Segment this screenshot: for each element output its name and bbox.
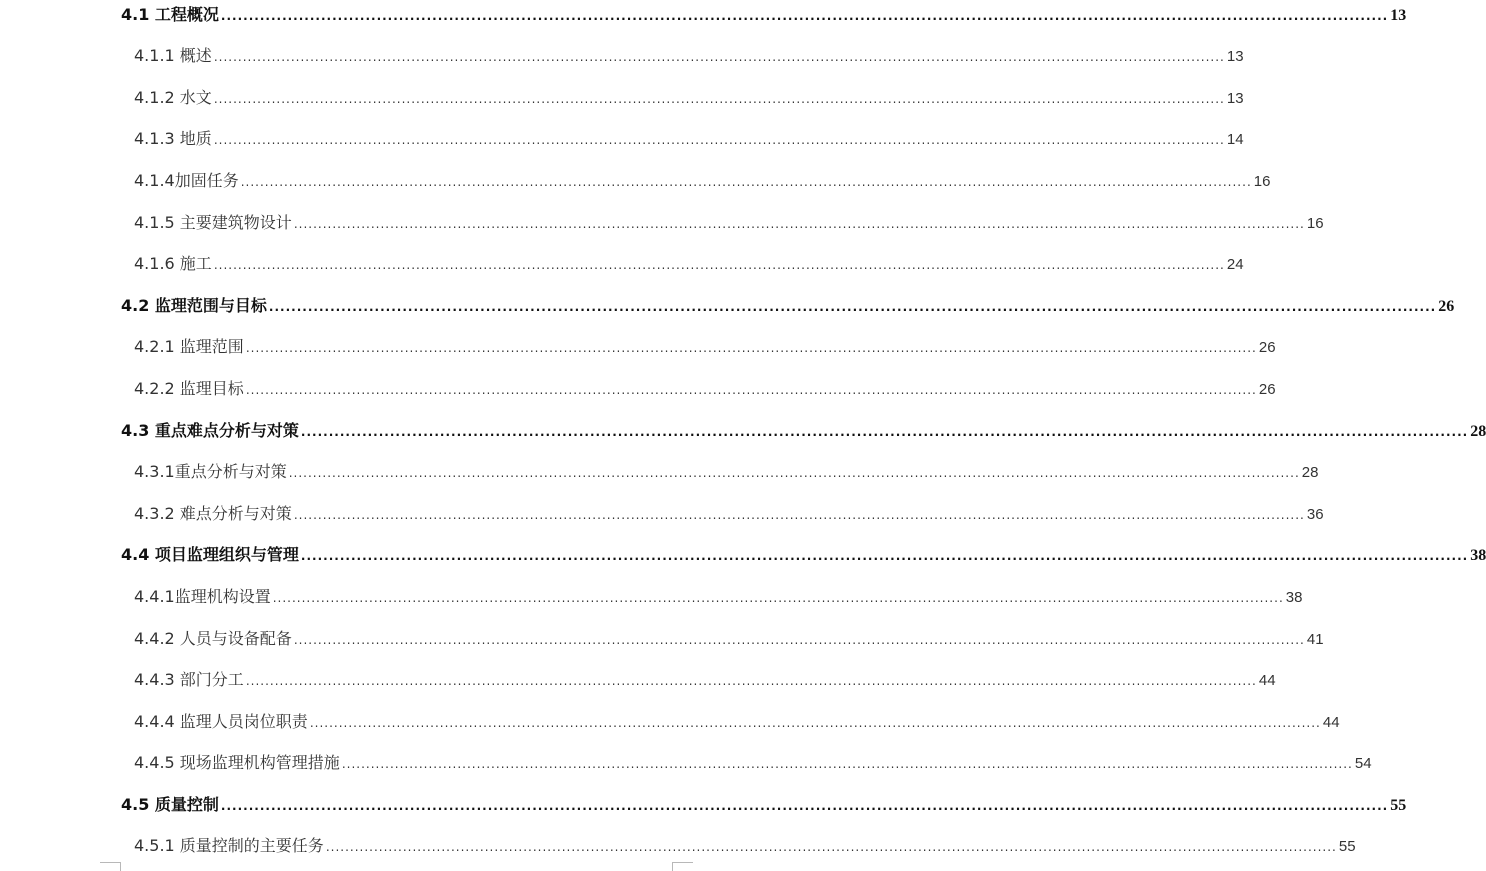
- toc-entry-title: 4.3.1重点分析与对策: [134, 462, 287, 481]
- toc-entry[interactable]: [134, 460, 1319, 484]
- toc-page-number: 28: [1470, 423, 1486, 440]
- toc-entry-title: 4.1.1 概述: [134, 46, 212, 65]
- toc-page-number: 44: [1258, 672, 1276, 689]
- toc-entry[interactable]: [121, 294, 1455, 318]
- toc-dot-leader: ..................................................................................................................................................................................................................: [220, 799, 1389, 813]
- toc-page-number: 54: [1354, 755, 1372, 772]
- toc-entry[interactable]: [134, 627, 1324, 651]
- toc-entry-title: 4.4.5 现场监理机构管理措施: [134, 753, 340, 772]
- toc-entry[interactable]: [134, 710, 1340, 734]
- toc-dot-leader: ..................................................................................................................................................................................................................: [240, 175, 1252, 189]
- toc-page-number: 44: [1322, 714, 1340, 731]
- toc-entry[interactable]: [134, 86, 1244, 110]
- toc-page-number: 24: [1226, 256, 1244, 273]
- page-corner-mark-left: [100, 862, 121, 871]
- toc-entry-title: 4.3.2 难点分析与对策: [134, 504, 292, 523]
- toc-page-number: 14: [1226, 131, 1244, 148]
- toc-page-number: 13: [1226, 48, 1244, 65]
- toc-dot-leader: ..................................................................................................................................................................................................................: [288, 466, 1300, 480]
- toc-entry-title: 4.1.6 施工: [134, 254, 212, 273]
- toc-page-number: 28: [1301, 464, 1319, 481]
- toc-entry-title: 4.4.2 人员与设备配备: [134, 629, 292, 648]
- toc-page-number: 16: [1253, 173, 1271, 190]
- toc-entry-title: 4.5.1 质量控制的主要任务: [134, 836, 324, 855]
- toc-entry[interactable]: [121, 793, 1407, 817]
- toc-entry-title: 4.4.3 部门分工: [134, 670, 244, 689]
- toc-entry-title: 4.2.1 监理范围: [134, 337, 244, 356]
- toc-entry-title: 4.5 质量控制: [121, 795, 219, 814]
- toc-dot-leader: ..................................................................................................................................................................................................................: [293, 217, 1305, 231]
- toc-entry[interactable]: [134, 127, 1244, 151]
- toc-dot-leader: ..................................................................................................................................................................................................................: [245, 383, 1257, 397]
- toc-entry-title: 4.4.1监理机构设置: [134, 587, 271, 606]
- page-corner-mark-right: [672, 862, 693, 871]
- toc-entry[interactable]: [134, 834, 1356, 858]
- toc-dot-leader: ..................................................................................................................................................................................................................: [293, 633, 1305, 647]
- toc-dot-leader: ..................................................................................................................................................................................................................: [341, 757, 1353, 771]
- toc-entry[interactable]: [134, 377, 1276, 401]
- toc-page-number: 55: [1338, 838, 1356, 855]
- toc-entry-title: 4.2 监理范围与目标: [121, 296, 267, 315]
- toc-dot-leader: ..................................................................................................................................................................................................................: [300, 549, 1469, 563]
- toc-entry[interactable]: [121, 543, 1486, 567]
- toc-dot-leader: ..................................................................................................................................................................................................................: [325, 840, 1337, 854]
- toc-dot-leader: ..................................................................................................................................................................................................................: [245, 341, 1257, 355]
- toc-entry-title: 4.1.2 水文: [134, 88, 212, 107]
- toc-dot-leader: ..................................................................................................................................................................................................................: [300, 425, 1469, 439]
- toc-dot-leader: ..................................................................................................................................................................................................................: [213, 50, 1225, 64]
- toc-entry[interactable]: [134, 335, 1276, 359]
- toc-page-number: 26: [1258, 381, 1276, 398]
- toc-page-number: 41: [1306, 631, 1324, 648]
- toc-entry-title: 4.1.4加固任务: [134, 171, 239, 190]
- toc-entry[interactable]: [134, 585, 1303, 609]
- toc-dot-leader: ..................................................................................................................................................................................................................: [245, 674, 1257, 688]
- toc-entry-title: 4.1.5 主要建筑物设计: [134, 213, 292, 232]
- toc-entry[interactable]: [134, 502, 1324, 526]
- toc-entry-title: 4.3 重点难点分析与对策: [121, 421, 299, 440]
- toc-dot-leader: ..................................................................................................................................................................................................................: [268, 300, 1437, 314]
- toc-page-number: 16: [1306, 215, 1324, 232]
- toc-entry-title: 4.4 项目监理组织与管理: [121, 545, 299, 564]
- toc-entry[interactable]: [134, 169, 1271, 193]
- toc-dot-leader: ..................................................................................................................................................................................................................: [213, 258, 1225, 272]
- toc-entry[interactable]: [134, 668, 1276, 692]
- toc-page-number: 13: [1390, 7, 1407, 24]
- toc-entry[interactable]: [134, 44, 1244, 68]
- toc-entry[interactable]: [134, 751, 1372, 775]
- toc-entry[interactable]: [121, 3, 1407, 27]
- toc-dot-leader: ..................................................................................................................................................................................................................: [213, 92, 1225, 106]
- toc-entry-title: 4.1 工程概况: [121, 5, 219, 24]
- toc-page-number: 55: [1390, 797, 1407, 814]
- toc-entry-title: 4.2.2 监理目标: [134, 379, 244, 398]
- toc-dot-leader: ..................................................................................................................................................................................................................: [309, 716, 1321, 730]
- toc-dot-leader: ..................................................................................................................................................................................................................: [220, 9, 1389, 23]
- toc-page-number: 38: [1285, 589, 1303, 606]
- toc-dot-leader: ..................................................................................................................................................................................................................: [213, 133, 1225, 147]
- toc-entry[interactable]: [134, 252, 1244, 276]
- toc-page-number: 13: [1226, 90, 1244, 107]
- toc-entry[interactable]: [134, 211, 1324, 235]
- toc-dot-leader: ..................................................................................................................................................................................................................: [293, 508, 1305, 522]
- toc-page-number: 36: [1306, 506, 1324, 523]
- toc-entry[interactable]: [121, 419, 1486, 443]
- toc-page-number: 26: [1258, 339, 1276, 356]
- toc-page-number: 38: [1470, 547, 1486, 564]
- toc-entry-title: 4.4.4 监理人员岗位职责: [134, 712, 308, 731]
- toc-entry-title: 4.1.3 地质: [134, 129, 212, 148]
- toc-page-number: 26: [1438, 298, 1455, 315]
- toc-dot-leader: ..................................................................................................................................................................................................................: [272, 591, 1284, 605]
